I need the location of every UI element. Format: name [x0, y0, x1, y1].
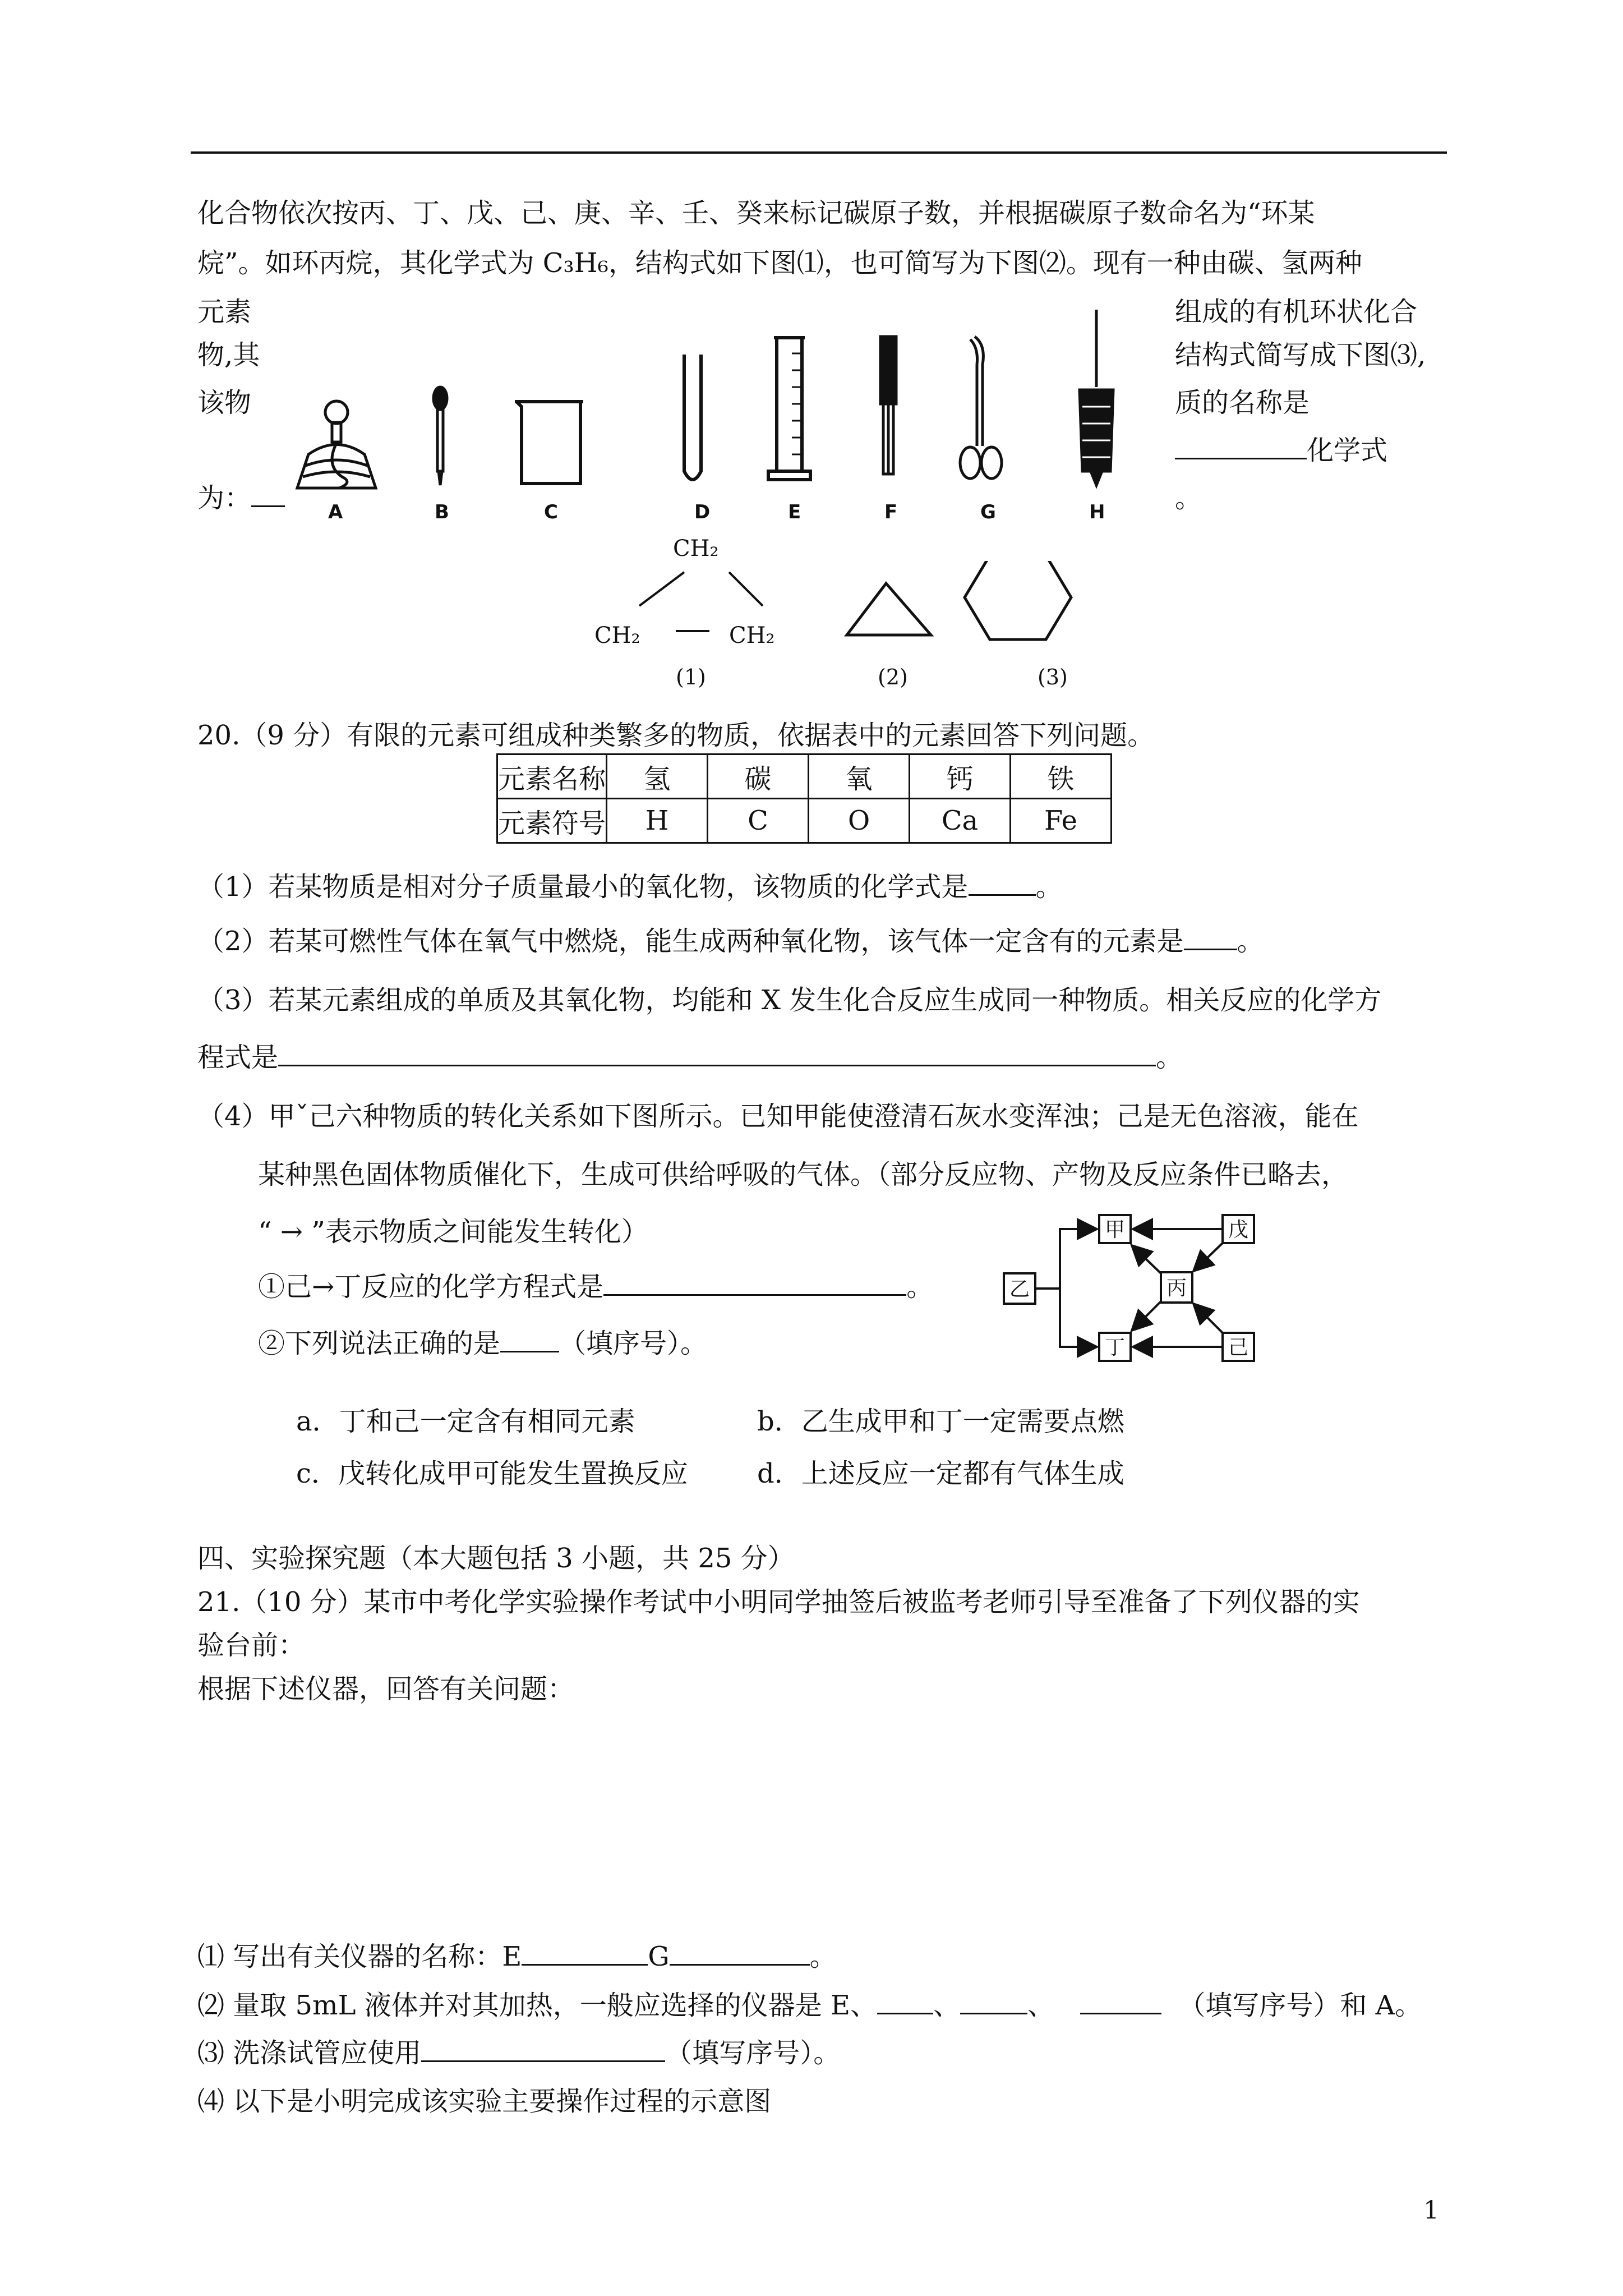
table-cell: Ca — [910, 799, 1011, 843]
arrow-bing-ding — [1132, 1301, 1161, 1331]
table-cell: 钙 — [910, 754, 1011, 799]
instrument-label-f: F — [884, 501, 898, 523]
q21-line-2: 验台前： — [197, 1630, 306, 1661]
intro-right-5: 。 — [1175, 482, 1202, 514]
structure-label-2: (2) — [878, 665, 908, 689]
hexagon-shape — [965, 561, 1071, 639]
blank-q20-1[interactable] — [969, 872, 1036, 896]
page-number: 1 — [1423, 2196, 1439, 2225]
intro-line-2: 烷”。如环丙烷，其化学式为 C₃H₆，结构式如下图⑴，也可简写为下图⑵。现有一种由碳、氢两种 — [197, 247, 1362, 279]
intro-left-3: 该物 — [197, 387, 252, 418]
instrument-label-g: G — [980, 501, 996, 523]
graduated-cylinder-icon — [768, 338, 810, 480]
header-rule — [191, 151, 1447, 154]
blank-substance-name[interactable] — [1175, 435, 1307, 459]
arrow-bing-jia — [1132, 1245, 1161, 1273]
test-tube-holder-icon — [880, 337, 896, 474]
instrument-label-a: A — [328, 501, 343, 523]
section4-title: 四、实验探究题（本大题包括 3 小题，共 25 分） — [197, 1543, 795, 1574]
triangle-shape — [847, 583, 931, 635]
q20-part3b: 程式是 。 — [197, 1042, 1183, 1073]
q20-part3: （3）若某元素组成的单质及其氧化物，均能和 X 发生化合反应生成同一种物质。相关反应的化学方 — [197, 984, 1382, 1016]
dropper-icon — [434, 387, 447, 485]
table-cell: 元素名称 — [497, 754, 607, 799]
label-wu: 戊 — [1228, 1218, 1249, 1241]
blank-inst-3[interactable] — [1080, 1990, 1161, 2014]
option-d: d．上述反应一定都有气体生成 — [757, 1458, 1124, 1489]
cyclopropane-bonds — [639, 572, 763, 631]
intro-left-4: 为： — [197, 482, 285, 515]
intro-right-3: 质的名称是 — [1175, 387, 1310, 418]
instrument-label-c: C — [544, 501, 558, 523]
q20-part1: （1）若某物质是相对分子质量最小的氧化物，该物质的化学式是 。 — [197, 871, 1063, 903]
label-jia: 甲 — [1104, 1218, 1126, 1241]
arrow-yi-ding — [1060, 1289, 1097, 1347]
arrow-wu-bing — [1193, 1243, 1223, 1271]
intro-left-2: 物,其 — [197, 339, 260, 371]
instrument-label-d: D — [694, 501, 711, 523]
alcohol-lamp-icon — [297, 401, 376, 488]
table-row — [497, 754, 1112, 799]
q20-part2: （2）若某可燃性气体在氧气中燃烧，能生成两种氧化物，该气体一定含有的元素是 。 — [197, 926, 1264, 957]
arrow-yi-jia — [1035, 1229, 1097, 1289]
blank-inst-1[interactable] — [877, 1990, 933, 2014]
label-ji: 己 — [1228, 1336, 1249, 1359]
q21-sub-2: ⑵ 量取 5mL 液体并对其加热，一般应选择的仪器是 E、 、 、 （填写序号）和 A。 — [197, 1990, 1422, 2021]
q20-part4b: 某种黑色固体物质催化下，生成可供给呼吸的气体。（部分反应物、产物及反应条件已略去， — [258, 1159, 1349, 1190]
blank-q20-4[interactable] — [603, 1272, 906, 1296]
blank-q20-5[interactable] — [500, 1328, 559, 1352]
intro-right-4: 化学式 — [1175, 435, 1387, 467]
table-cell: Fe — [1011, 799, 1112, 843]
ch2-right: CH₂ — [729, 623, 775, 648]
instrument-label-h: H — [1089, 501, 1105, 523]
structure-label-1: (1) — [676, 665, 706, 689]
q21-sub-4: ⑷ 以下是小明完成该实验主要操作过程的示意图 — [197, 2086, 772, 2117]
blank-g-name[interactable] — [670, 1941, 810, 1966]
table-cell: H — [607, 799, 708, 843]
q20-title: 20.（9 分）有限的元素可组成种类繁多的物质，依据表中的元素回答下列问题。 — [197, 720, 1155, 751]
test-tube-brush-icon — [1080, 310, 1113, 485]
blank-brush[interactable] — [421, 2038, 665, 2062]
label-bing: 丙 — [1166, 1277, 1187, 1300]
table-cell: C — [708, 799, 809, 843]
blank-inst-2[interactable] — [960, 1990, 1027, 2014]
q21-line-3: 根据下述仪器，回答有关问题： — [197, 1673, 575, 1705]
q21-sub-3: ⑶ 洗涤试管应使用 （填写序号）。 — [197, 2037, 841, 2069]
intro-right-2: 结构式简写成下图⑶, — [1175, 339, 1426, 371]
q21-sub-1: ⑴ 写出有关仪器的名称：E G 。 — [197, 1941, 837, 1972]
blank-q20-3[interactable] — [278, 1042, 1156, 1066]
blank-q20-2[interactable] — [1184, 926, 1237, 950]
crucible-tongs-icon — [960, 337, 1002, 478]
test-tube-icon — [684, 355, 701, 480]
intro-right-1: 组成的有机环状化合 — [1175, 296, 1418, 328]
instruments-figure — [280, 303, 1155, 533]
table-cell: 氢 — [607, 754, 708, 799]
structure-label-3: (3) — [1038, 665, 1068, 689]
option-c: c．戊转化成甲可能发生置换反应 — [296, 1458, 688, 1489]
instrument-label-e: E — [788, 501, 801, 523]
label-ding: 丁 — [1104, 1336, 1126, 1359]
option-b: b．乙生成甲和丁一定需要点燃 — [757, 1406, 1124, 1437]
ch2-top: CH₂ — [673, 536, 719, 562]
element-table — [496, 753, 1112, 844]
q20-part4e: ②下列说法正确的是 （填序号）。 — [258, 1328, 708, 1359]
table-cell: 铁 — [1011, 754, 1112, 799]
intro-left-1: 元素 — [197, 296, 252, 328]
option-a: a．丁和己一定含有相同元素 — [296, 1406, 635, 1437]
transformation-diagram — [998, 1206, 1267, 1374]
intro-line-1: 化合物依次按丙、丁、戊、己、庚、辛、壬、癸来标记碳原子数，并根据碳原子数命名为“环某 — [197, 197, 1315, 229]
q20-part4a: （4）甲ˇ己六种物质的转化关系如下图所示。已知甲能使澄清石灰水变浑浊；己是无色溶液，能在 — [197, 1101, 1359, 1132]
arrow-ji-bing — [1193, 1304, 1223, 1333]
structure-figure — [617, 561, 1122, 662]
table-cell: 氧 — [809, 754, 910, 799]
ch2-left: CH₂ — [594, 623, 640, 648]
table-cell: 元素符号 — [497, 799, 607, 843]
instrument-label-b: B — [435, 501, 449, 523]
q20-part4c: “ → ”表示物质之间能发生转化） — [258, 1216, 648, 1248]
table-cell: 碳 — [708, 754, 809, 799]
label-yi: 乙 — [1009, 1278, 1030, 1301]
beaker-icon — [515, 401, 583, 484]
q20-part4d: ①己→丁反应的化学方程式是 。 — [258, 1271, 934, 1303]
table-row — [497, 799, 1112, 843]
q21-line-1: 21.（10 分）某市中考化学实验操作考试中小明同学抽签后被监考老师引导至准备了下列仪器的实 — [197, 1586, 1360, 1618]
blank-e-name[interactable] — [522, 1941, 648, 1966]
table-cell: O — [809, 799, 910, 843]
